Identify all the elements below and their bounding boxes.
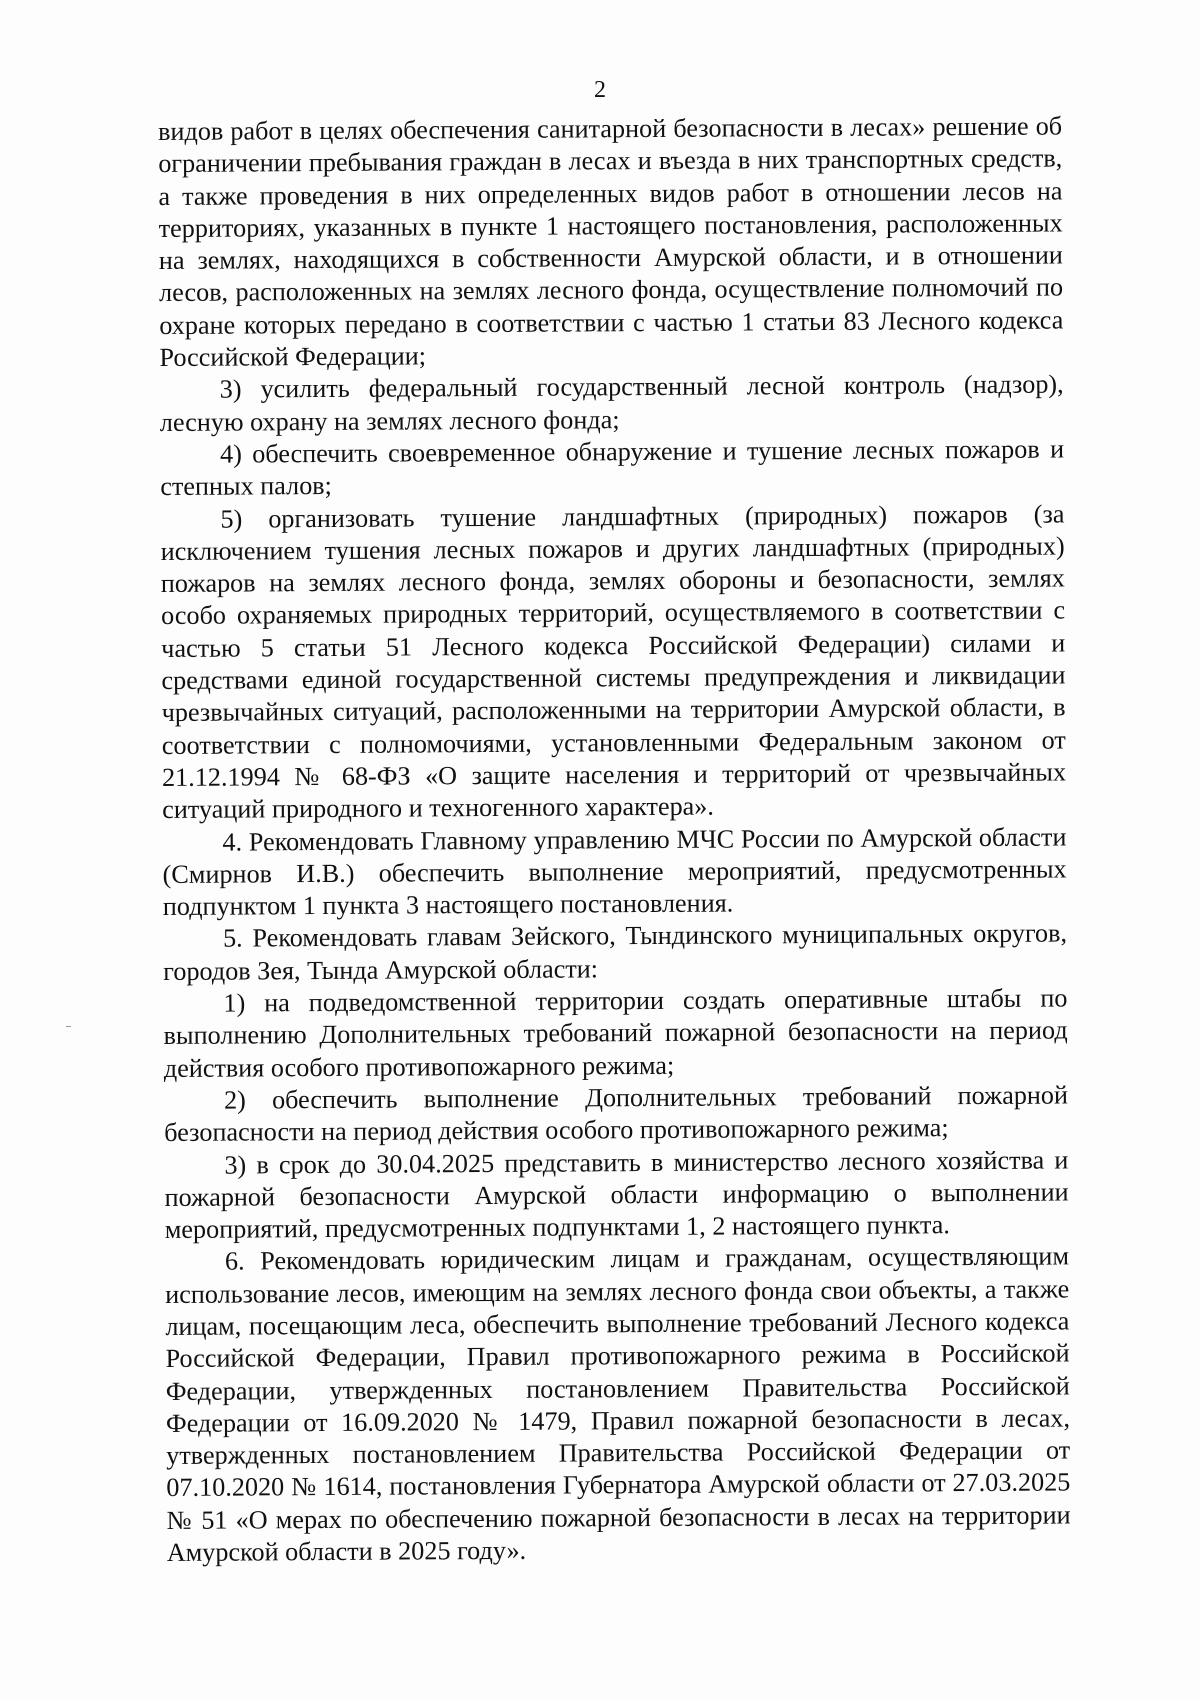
- page-number: 2: [594, 77, 606, 103]
- paragraph-item-5-1: 1) на подведомственной территории создать оперативные штабы по выполнению Дополнительных требований пожарной безопасности на период действия особого противопожарного режима;: [163, 983, 1068, 1083]
- document-body: [158, 110, 1071, 1569]
- paragraph-point-6: 6. Рекомендовать юридическим лицам и гражданам, осуществляющим использование лесов, имеющим на землях лесного фонда свои объекты, а также лицам, посещающим леса, обеспечить выполнение требований Лесного кодекса Российской Федерации, Правил противопожарного режима в Российской Федерации, утвержденных постановлением Правительства Российской Федерации от 16.09.2020 № 1479, Правил пожарной безопасности в лесах, утвержденных постановлением Правительства Российской Федерации от 07.10.2020 № 1614, постановления Губернатора Амурской области от 27.03.2025 № 51 «О мерах по обеспечению пожарной безопасности в лесах на территории Амурской области в 2025 году».: [165, 1241, 1071, 1568]
- paragraph-continuation: видов работ в целях обеспечения санитарной безопасности в лесах» решение об ограничении пребывания граждан в лесах и въезда в них транспортных средств, а также проведения в них определенных видов работ в отношении лесов на территориях, указанных в пункте 1 настоящего постановления, расположенных на землях, находящихся в собственности Амурской области, и в отношении лесов, расположенных на землях лесного фонда, осуществление полномочий по охране которых передано в соответствии с частью 1 статьи 83 Лесного кодекса Российской Федерации;: [158, 111, 1064, 373]
- paragraph-item-5-3: 3) в срок до 30.04.2025 представить в министерство лесного хозяйства и пожарной безопасности Амурской области информацию о выполнении мероприятий, предусмотренных подпунктами 1, 2 настоящего пункта.: [164, 1144, 1069, 1245]
- paragraph-item-3-4: 4) обеспечить своевременное обнаружение и тушение лесных пожаров и степных палов;: [160, 434, 1065, 502]
- paragraph-point-5: 5. Рекомендовать главам Зейского, Тындинского муниципальных округов, городов Зея, Тында Амурской области:: [163, 918, 1068, 986]
- paragraph-item-5-2: 2) обеспечить выполнение Дополнительных требований пожарной безопасности на период действия особого противопожарного режима;: [164, 1080, 1069, 1148]
- paragraph-item-3-3: 3) усилить федеральный государственный лесной контроль (надзор), лесную охрану на землях лесного фонда;: [159, 369, 1064, 437]
- scan-margin-mark: [66, 1026, 71, 1027]
- paragraph-item-3-5: 5) организовать тушение ландшафтных (природных) пожаров (за исключением тушения лесных пожаров и других ландшафтных (природных) пожаров на землях лесного фонда, землях обороны и безопасности, землях особо охраняемых природных территорий, осуществляемого в соответствии с частью 5 статьи 51 Лесного кодекса Российской Федерации) силами и средствами единой государственной системы предупреждения и ликвидации чрезвычайных ситуаций, расположенными на территории Амурской области, в соответствии с полномочиями, установленными Федеральным законом от 21.12.1994 № 68-ФЗ «О защите населения и территорий от чрезвычайных ситуаций природного и техногенного характера».: [160, 499, 1067, 825]
- paragraph-point-4: 4. Рекомендовать Главному управлению МЧС России по Амурской области (Смирнов И.В.) обеспечить выполнение мероприятий, предусмотренных подпунктом 1 пункта 3 настоящего постановления.: [162, 821, 1067, 922]
